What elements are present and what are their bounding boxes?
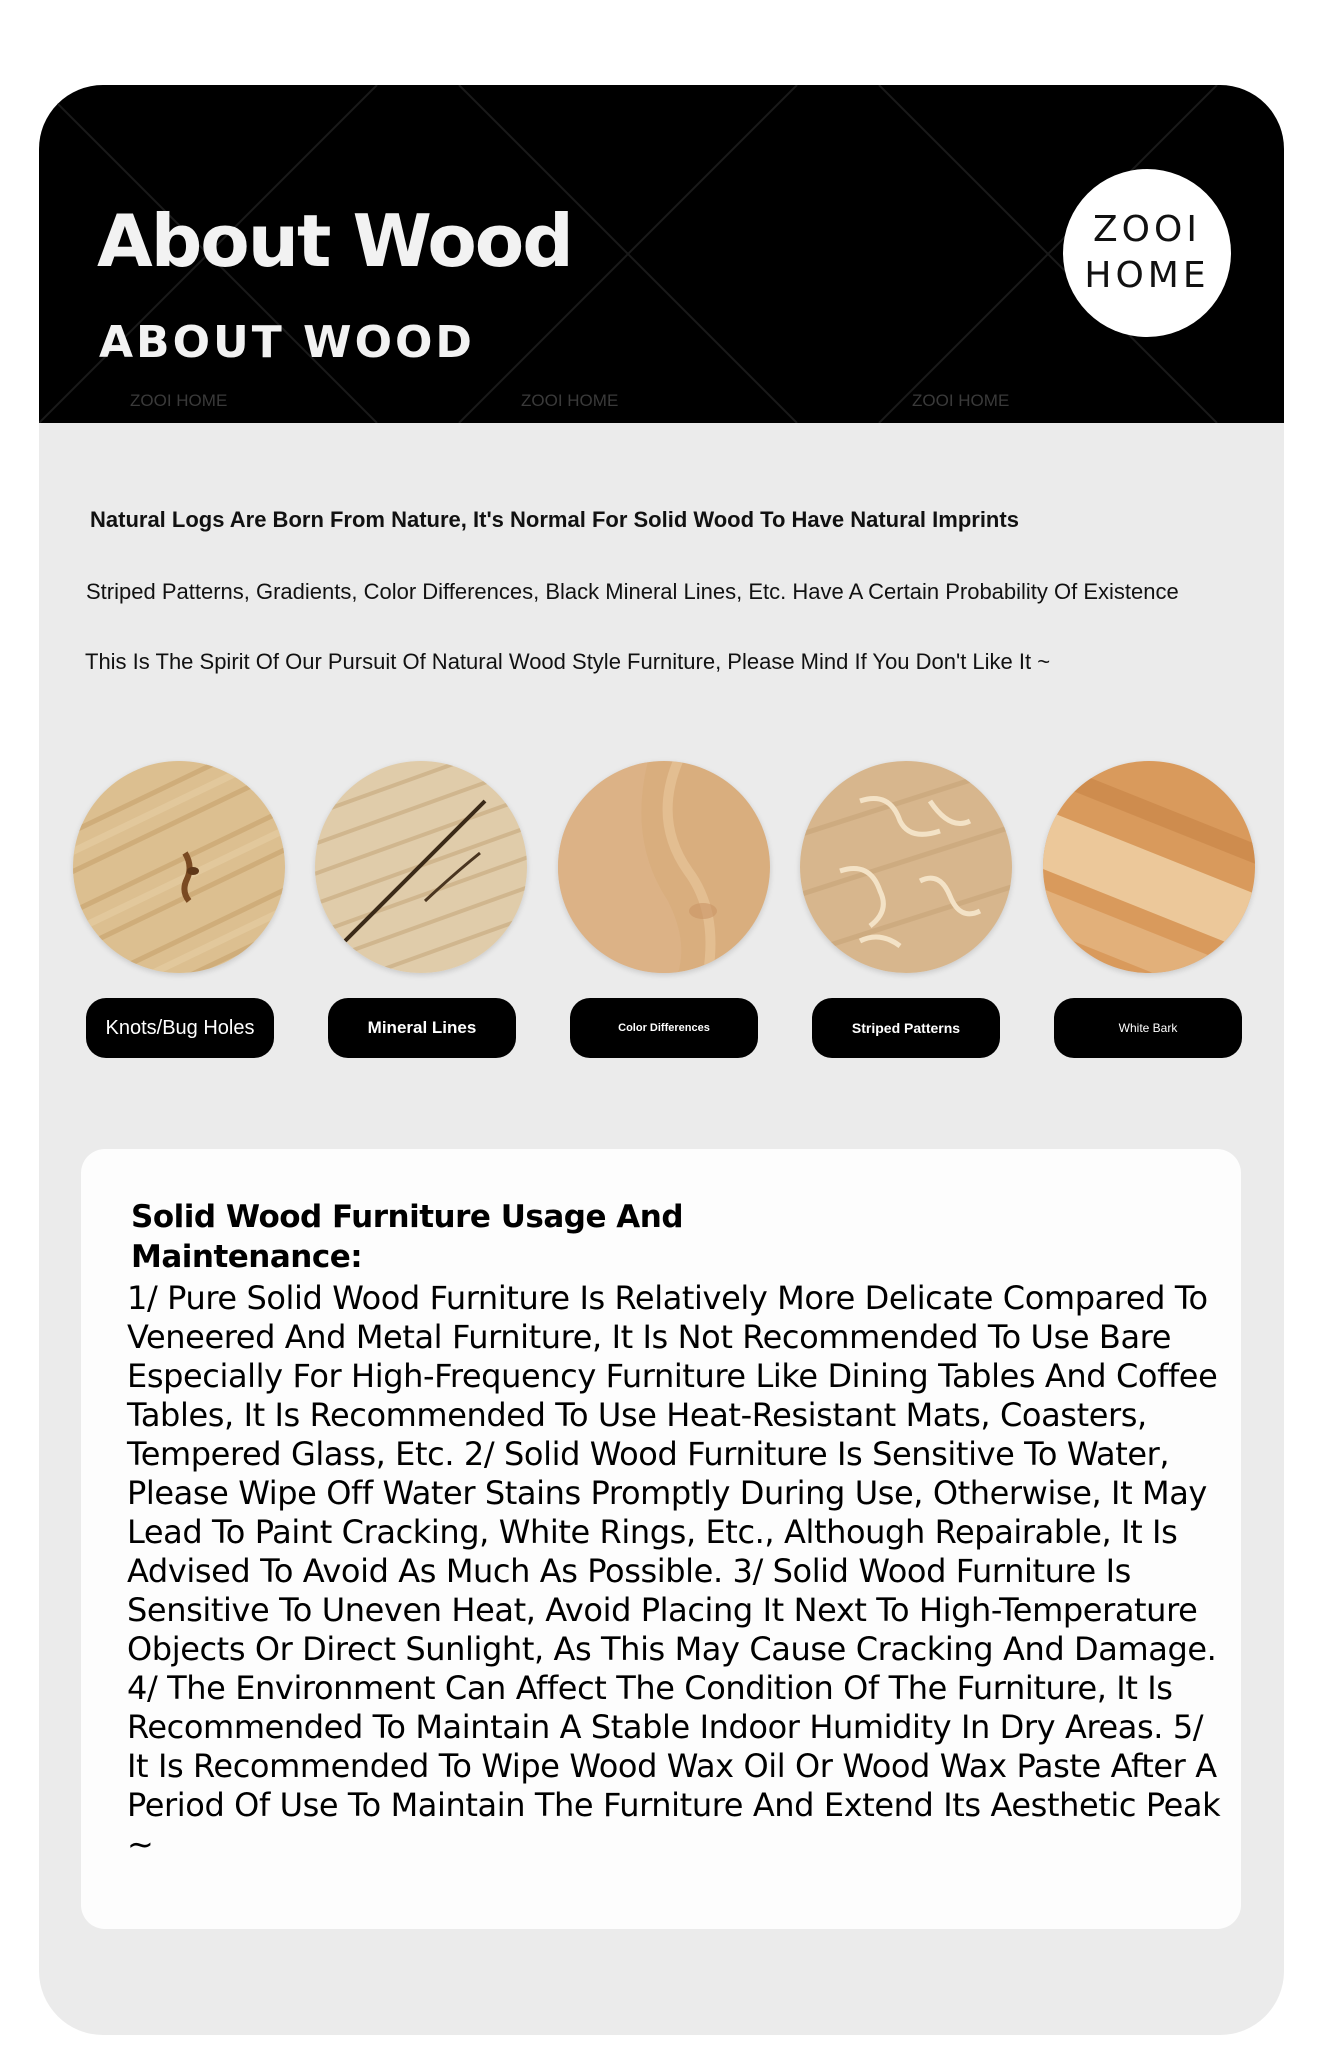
maintenance-body: 1/ Pure Solid Wood Furniture Is Relatively More Delicate Compared To Veneered And Metal Furniture, It Is Not Recommended To Use Bare Especially For High-Frequency Furniture Like Dining Tables And Coffee Tables, It Is Recommended To Use Heat-Resistant Mats, Coasters, Tempered Glass, Etc. 2/ Solid Wood Furniture Is Sensitive To Water, Please Wipe Off Water Stains Promptly During Use, Otherwise, It May Lead To Paint Cracking, White Rings, Etc., Although Repairable, It Is Advised To Avoid As Much As Possible. 3/ Solid Wood Furniture Is Sensitive To Uneven Heat, Avoid Placing It Next To High-Temperature Objects Or Direct Sunlight, As This May Cause Cracking And Damage. 4/ The Environment Can Affect The Condition Of The Furniture, It Is Recommended To Maintain A Stable Indoor Humidity In Dry Areas. 5/ It Is Recommended To Wipe Wood Wax Oil Or Wood Wax Paste After A Period Of Use To Maintain The Furniture And Extend Its Aesthetic Peak ~ <box>127 1279 1221 1863</box>
brand-logo <box>1063 169 1231 337</box>
label-color-differences: Color Differences <box>570 998 758 1058</box>
wood-sample-knots-image <box>73 761 285 973</box>
watermark: ZOOI HOME <box>912 391 1010 410</box>
wood-sample-color-differences-image <box>558 761 770 973</box>
intro-line-2: Striped Patterns, Gradients, Color Differences, Black Mineral Lines, Etc. Have A Certain Probability Of Existence <box>86 579 1179 604</box>
label-white-bark: White Bark <box>1054 998 1242 1058</box>
about-wood-card <box>39 85 1284 2035</box>
maintenance-box <box>81 1149 1241 1929</box>
header-banner <box>39 85 1284 423</box>
watermark: ZOOI HOME <box>130 391 228 410</box>
intro-line-3: This Is The Spirit Of Our Pursuit Of Natural Wood Style Furniture, Please Mind If You Don't Like It ~ <box>85 649 1051 674</box>
watermark: ZOOI HOME <box>521 391 619 410</box>
label-mineral-lines: Mineral Lines <box>328 998 516 1058</box>
label-knots-bug-holes: Knots/Bug Holes <box>86 998 274 1058</box>
wood-sample-white-bark-image <box>1043 761 1255 973</box>
page-title: About Wood <box>97 199 572 283</box>
label-striped-patterns: Striped Patterns <box>812 998 1000 1058</box>
wood-sample-striped-patterns-image <box>800 761 1012 973</box>
logo-line-2: HOME <box>1084 255 1210 296</box>
maintenance-title: Solid Wood Furniture Usage And Maintenance: <box>131 1199 684 1275</box>
intro-headline: Natural Logs Are Born From Nature, It's Normal For Solid Wood To Have Natural Imprints <box>90 507 1019 532</box>
wood-sample-mineral-lines-image <box>315 761 527 973</box>
logo-line-1: ZOOI <box>1093 209 1201 250</box>
page-subtitle: ABOUT WOOD <box>99 317 475 368</box>
